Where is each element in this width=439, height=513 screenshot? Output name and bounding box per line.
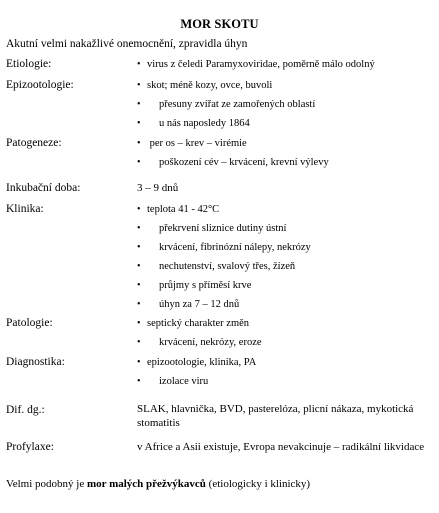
inkubacni-doba-value: 3 – 9 dnů: [137, 182, 179, 194]
label-etiologie: Etiologie:: [6, 58, 52, 70]
document-title: MOR SKOTU: [180, 17, 259, 31]
label-patologie: Patologie:: [6, 317, 53, 329]
label-inkubacni-doba: Inkubační doba:: [6, 182, 81, 194]
klinika-item: • krvácení, fibrinózní nálepy, nekrózy: [137, 242, 311, 253]
klinika-item: • průjmy s příměsí krve: [137, 280, 252, 291]
dif-dg-value: SLAK, hlavnička, BVD, pasterelóza, plicní nákaza, mykotická stomatitis: [137, 403, 414, 429]
klinika-item: • teplota 41 - 42°C: [137, 204, 220, 215]
patogeneze-item: • poškození cév – krvácení, krevní výlevy: [137, 157, 329, 168]
epizootologie-item: • přesuny zvířat ze zamořených oblastí: [137, 99, 316, 110]
label-klinika: Klinika:: [6, 203, 44, 215]
patologie-item: • krvácení, nekrózy, eroze: [137, 337, 262, 348]
bullet-icon: •: [137, 337, 141, 348]
bullet-icon: •: [137, 280, 141, 291]
klinika-item: • úhyn za 7 – 12 dnů: [137, 299, 240, 310]
bullet-icon: •: [137, 157, 141, 168]
bullet-icon: •: [137, 261, 141, 272]
klinika-item: • překrvení sliznice dutiny ústní: [137, 223, 287, 234]
klinika-item: • nechutenství, svalový třes, žízeň: [137, 261, 296, 272]
label-profylaxe: Profylaxe:: [6, 441, 54, 453]
profylaxe-value: v Africe a Asii existuje, Evropa nevakcinuje – radikální likvidace: [137, 441, 425, 453]
bullet-icon: •: [137, 242, 141, 253]
patologie-item: • septický charakter změn: [137, 318, 250, 329]
etiologie-item: • virus z čeledi Paramyxoviridae, poměrně málo odolný: [137, 59, 375, 70]
intro-text: Akutní velmi nakažlivé onemocnění, zpravidla úhyn: [6, 38, 248, 50]
footer-bold-term: mor malých přežvýkavců: [86, 478, 206, 490]
epizootologie-item: • u nás naposledy 1864: [137, 118, 250, 129]
epizootologie-item: • skot; méně kozy, ovce, buvoli: [137, 80, 273, 91]
bullet-icon: •: [137, 138, 141, 149]
bullet-icon: •: [137, 299, 141, 310]
label-diagnostika: Diagnostika:: [6, 356, 65, 368]
diagnostika-item: • epizootologie, klinika, PA: [137, 357, 257, 368]
bullet-icon: •: [137, 204, 141, 215]
bullet-icon: •: [137, 99, 141, 110]
bullet-icon: •: [137, 59, 141, 70]
label-epizootologie: Epizootologie:: [6, 79, 74, 91]
bullet-icon: •: [137, 118, 141, 129]
label-dif-dg: Dif. dg.:: [6, 404, 45, 416]
diagnostika-item: • izolace viru: [137, 376, 209, 387]
bullet-icon: •: [137, 357, 141, 368]
footer-note: Velmi podobný je mor malých přežvýkavců (etiologicky i klinicky): [6, 478, 311, 490]
bullet-icon: •: [137, 318, 141, 329]
bullet-icon: •: [137, 376, 141, 387]
patogeneze-item: • per os – krev – virémie: [137, 138, 247, 149]
label-patogeneze: Patogeneze:: [6, 137, 62, 149]
bullet-icon: •: [137, 80, 141, 91]
bullet-icon: •: [137, 223, 141, 234]
